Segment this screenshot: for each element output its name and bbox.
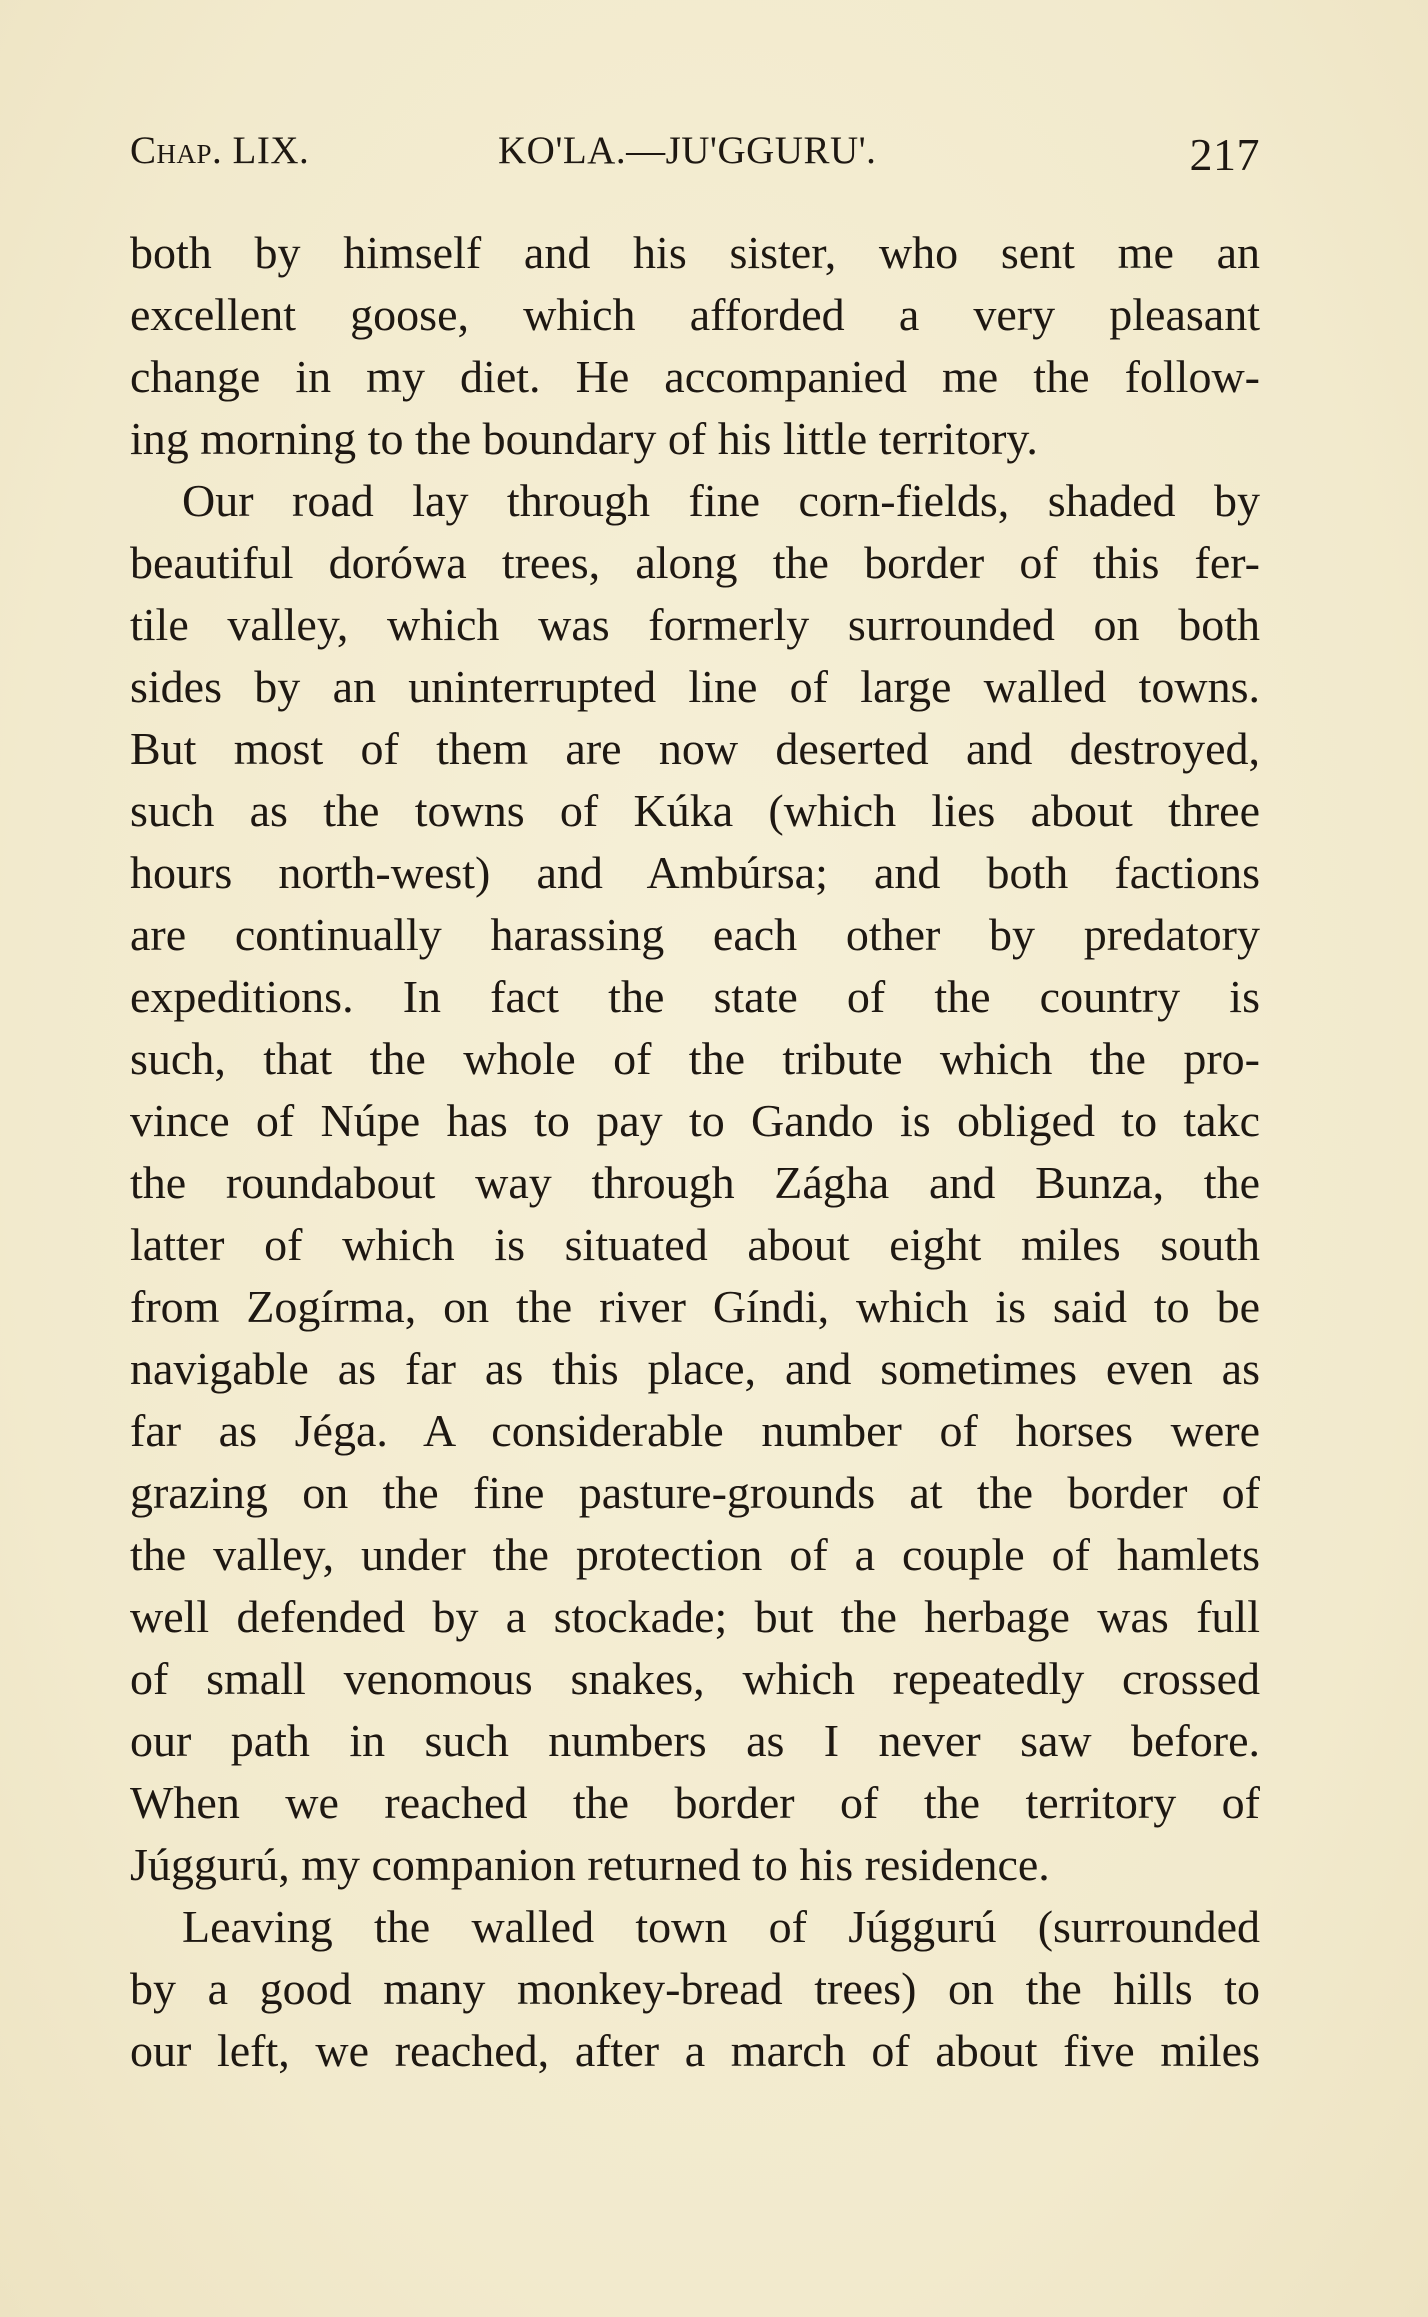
text-line: far as Jéga. A considerable number of horses were	[130, 1405, 1260, 1456]
text-line: tile valley, which was formerly surrounded on both	[130, 599, 1260, 650]
text-line: change in my diet. He accompanied me the follow-	[130, 351, 1260, 402]
text-line: hours north-west) and Ambúrsa; and both factions	[130, 847, 1260, 898]
text-line: grazing on the fine pasture-grounds at the border of	[130, 1467, 1260, 1518]
text-line: sides by an uninterrupted line of large walled towns.	[130, 661, 1260, 712]
text-line: navigable as far as this place, and sometimes even as	[130, 1343, 1260, 1394]
body-text	[130, 222, 1260, 2082]
text-line: the valley, under the protection of a couple of hamlets	[130, 1529, 1260, 1580]
text-line: of small venomous snakes, which repeatedly crossed	[130, 1653, 1260, 1704]
text-line: expeditions. In fact the state of the country is	[130, 971, 1260, 1022]
text-line: vince of Núpe has to pay to Gando is obliged to takc	[130, 1095, 1260, 1146]
page-number: 217	[1189, 129, 1260, 180]
text-line: excellent goose, which afforded a very pleasant	[130, 289, 1260, 340]
text-line: When we reached the border of the territory of	[130, 1777, 1260, 1828]
text-line: ing morning to the boundary of his little territory.	[130, 413, 1038, 464]
text-line: beautiful dorówa trees, along the border of this fer-	[130, 537, 1260, 588]
text-line: from Zogírma, on the river Gíndi, which is said to be	[130, 1281, 1260, 1332]
running-title: KO'LA.—JU'GGURU'.	[498, 129, 877, 172]
text-line: the roundabout way through Zágha and Bunza, the	[130, 1157, 1260, 1208]
text-line: Leaving the walled town of Júggurú (surrounded	[182, 1901, 1260, 1952]
text-line: by a good many monkey-bread trees) on the hills to	[130, 1963, 1260, 2014]
text-line: But most of them are now deserted and destroyed,	[130, 723, 1260, 774]
text-line: Júggurú, my companion returned to his residence.	[130, 1839, 1050, 1890]
text-line: well defended by a stockade; but the herbage was full	[130, 1591, 1260, 1642]
text-line: Our road lay through fine corn-fields, shaded by	[182, 475, 1260, 526]
chapter-label: Chap. LIX.	[130, 129, 310, 172]
text-line: such, that the whole of the tribute which the pro-	[130, 1033, 1260, 1084]
text-line: such as the towns of Kúka (which lies about three	[130, 785, 1260, 836]
text-line: our path in such numbers as I never saw before.	[130, 1715, 1260, 1766]
text-line: are continually harassing each other by predatory	[130, 909, 1260, 960]
text-line: our left, we reached, after a march of about five miles	[130, 2025, 1260, 2076]
text-line: latter of which is situated about eight miles south	[130, 1219, 1260, 1270]
text-line: both by himself and his sister, who sent me an	[130, 227, 1260, 278]
running-head	[130, 128, 1260, 188]
